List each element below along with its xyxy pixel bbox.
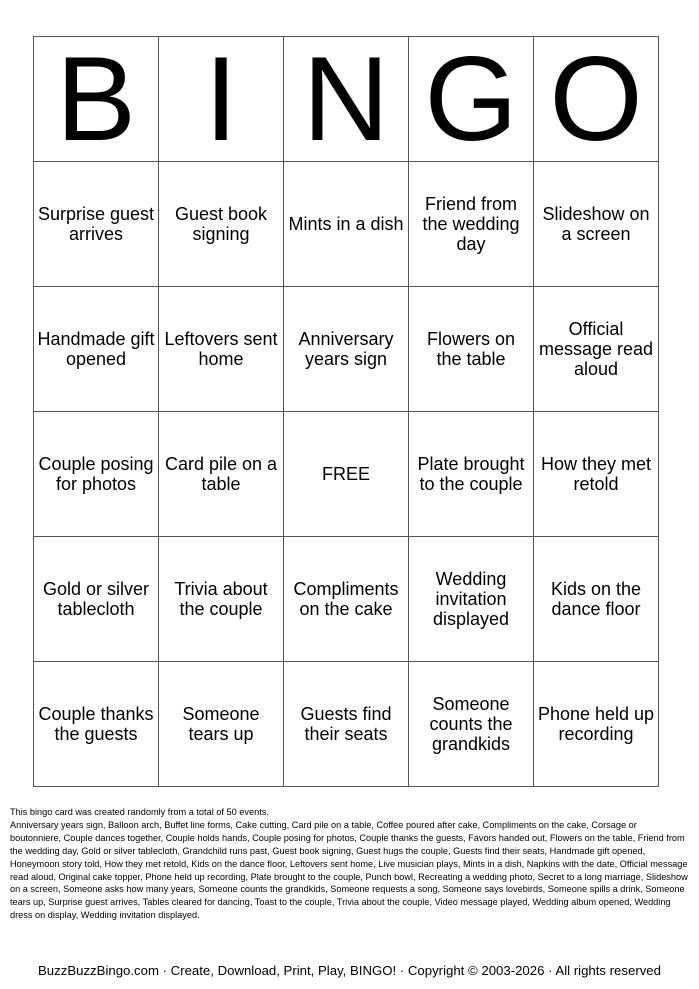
bingo-cell: Couple thanks the guests (34, 662, 159, 787)
card-row (34, 162, 659, 287)
header-letter-n: N (284, 37, 409, 162)
bingo-cell: How they met retold (534, 412, 659, 537)
header-letter-o: O (534, 37, 659, 162)
bingo-cell: Guest book signing (159, 162, 284, 287)
bingo-cell: Gold or silver tablecloth (34, 537, 159, 662)
card-row (34, 537, 659, 662)
bingo-cell: Handmade gift opened (34, 287, 159, 412)
bingo-cell: Official message read aloud (534, 287, 659, 412)
bingo-cell: Anniversary years sign (284, 287, 409, 412)
event-count-note: This bingo card was created randomly from a total of 50 events. (10, 807, 269, 817)
bingo-cell: Slideshow on a screen (534, 162, 659, 287)
header-letter-g: G (409, 37, 534, 162)
bingo-card (33, 32, 659, 787)
card-row (34, 662, 659, 787)
bingo-cell: Wedding invitation displayed (409, 537, 534, 662)
bingo-cell: Leftovers sent home (159, 287, 284, 412)
bingo-cell: Plate brought to the couple (409, 412, 534, 537)
free-space-cell: FREE (284, 412, 409, 537)
site-footer: BuzzBuzzBingo.com · Create, Download, Print, Play, BINGO! · Copyright © 2003-2026 · All rights reserved (38, 963, 661, 978)
bingo-cell: Mints in a dish (284, 162, 409, 287)
bingo-cell: Trivia about the couple (159, 537, 284, 662)
bingo-cell: Someone tears up (159, 662, 284, 787)
bingo-cell: Flowers on the table (409, 287, 534, 412)
bingo-cell: Surprise guest arrives (34, 162, 159, 287)
bingo-cell: Compliments on the cake (284, 537, 409, 662)
bingo-cell: Couple posing for photos (34, 412, 159, 537)
header-row (34, 37, 659, 162)
bingo-cell: Phone held up recording (534, 662, 659, 787)
event-list: Anniversary years sign, Balloon arch, Buffet line forms, Cake cutting, Card pile on a table, Coffee poured after cake, Compliments on the cake, Corsage or boutonniere, Couple dances together, Couple holds hands, Couple posing for photos, Couple thanks the guests, Favors handed out, Flowers on the table, Friend from the wedding day, Gold or silver tablecloth, Grandchild runs past, Guest book signing, Guest hugs the couple, Guests find their seats, Handmade gift opened, Honeymoon story told, How they met retold, Kids on the dance floor, Leftovers sent home, Live musician plays, Mints in a dish, Napkins with the date, Official message read aloud, Original cake topper, Phone held up recording, Plate brought to the couple, Punch bowl, Recreating a wedding photo, Secret to a long marriage, Slideshow on a screen, Someone asks how many years, Someone counts the grandkids, Someone requests a song, Someone says lovebirds, Someone spills a drink, Someone tears up, Surprise guest arrives, Tables cleared for dancing, Toast to the couple, Trivia about the couple, Video message played, Wedding album opened, Wedding dress on display, Wedding invitation displayed. (10, 819, 688, 921)
bingo-cell: Card pile on a table (159, 412, 284, 537)
bingo-cell: Friend from the wedding day (409, 162, 534, 287)
bingo-cell: Someone counts the grandkids (409, 662, 534, 787)
bingo-cell: Kids on the dance floor (534, 537, 659, 662)
bingo-cell: Guests find their seats (284, 662, 409, 787)
card-row (34, 287, 659, 412)
event-list-note (10, 806, 690, 922)
header-letter-i: I (159, 37, 284, 162)
card-row (34, 412, 659, 537)
header-letter-b: B (34, 37, 159, 162)
